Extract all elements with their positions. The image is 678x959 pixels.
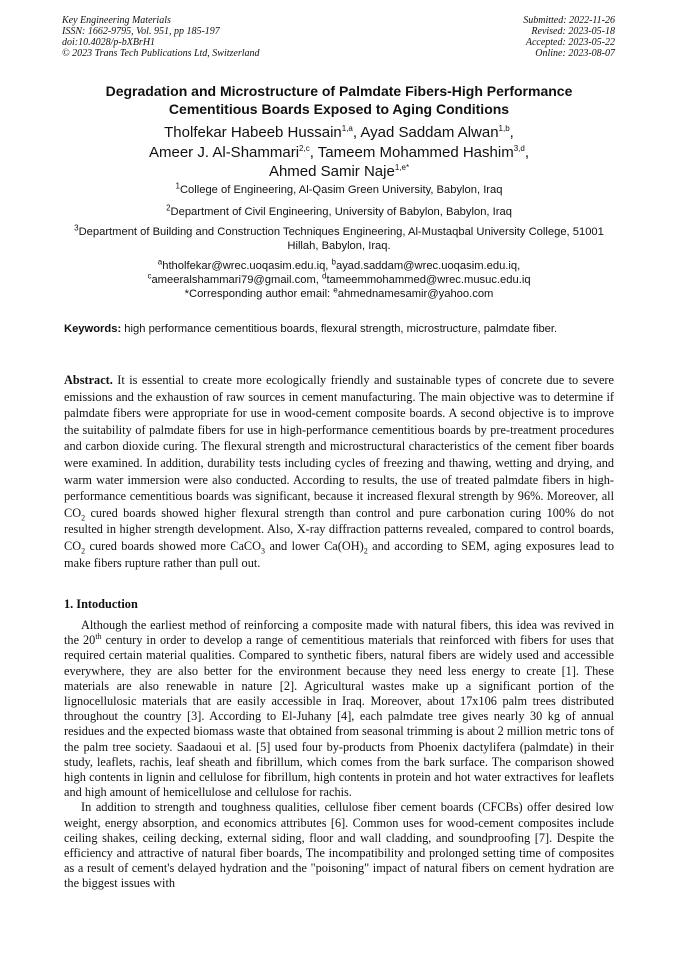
affiliation-1 xyxy=(70,183,608,197)
email-link[interactable]: ameeralshammari79@gmail.com, xyxy=(151,274,322,286)
email-sup: b xyxy=(331,257,336,267)
author-line-1 xyxy=(50,123,628,143)
title-line-1: Degradation and Microstructure of Palmdate Fibers-High Performance xyxy=(105,83,573,99)
paper-title xyxy=(50,82,628,118)
journal-issn: ISSN: 1662-9795, Vol. 951, pp 185-197 xyxy=(62,26,220,37)
email-sup: a xyxy=(157,257,163,267)
section-body xyxy=(64,618,614,892)
title-line-2: Cementitious Boards Exposed to Aging Conditions xyxy=(168,101,510,117)
email-line-3 xyxy=(60,287,618,301)
subscript: 2 xyxy=(81,513,86,523)
author-name: Tameem Mohammed Hashim xyxy=(317,143,514,161)
abstract-text: It is essential to create more ecologically friendly and sustainable types of concrete due to severe emissions and the exhaustion of raw sources in cement manufacturing. The main objective was to determine if palmdate fibers were appropriate for use in wood-cement composite boards. A second objective is to improve the suitability of palmdate fibers for use in high-performance cementitious boards by pre-treatment procedures and carbon dioxide curing. The flexural strength and microstructural characteristics of the cement fiber boards were examined. In addition, durability tests including cycles of freezing and thawing, wetting and drying, and warm water immersion were also conducted. According to results, the use of treated palmdate fibers in high-performance cementitious boards was significant, because it increased flexural strength by 96%. Moreover, all CO xyxy=(64,373,614,520)
author-name: Ayad Saddam Alwan xyxy=(360,124,499,141)
online-date: Online: 2023-08-07 xyxy=(535,48,615,59)
subscript: 2 xyxy=(363,546,368,556)
keywords-text: high performance cementitious boards, flexural strength, microstructure, palmdate fiber. xyxy=(121,323,558,335)
author-name: Ahmed Samir Naje xyxy=(268,163,395,180)
abstract-text: and according to SEM, aging exposures lead to make fibers rupture rather than pull out. xyxy=(64,538,614,570)
abstract-text: cured boards showed higher flexural strength than control and pure carbonation curing 100% do not resulted in higher strength development. Also, X-ray diffraction patterns revealed, compared to control boards, CO xyxy=(64,505,614,553)
accepted-date: Accepted: 2023-05-22 xyxy=(525,37,615,48)
author-separator: , xyxy=(352,124,361,141)
email-sup: e xyxy=(333,285,338,295)
email-link[interactable]: ayad.saddam@wrec.uoqasim.edu.iq, xyxy=(335,260,521,272)
author-affil-sup: 3,d xyxy=(513,143,525,153)
abstract-block xyxy=(64,372,614,571)
superscript: th xyxy=(95,632,102,642)
email-link[interactable]: ahmednamesamir@yahoo.com xyxy=(337,288,494,300)
abstract-label: Abstract. xyxy=(64,373,113,387)
paragraph-text: In addition to strength and toughness qualities, cellulose fiber cement boards (CFCBs) offer desired low weight, energy absorption, and economics attributes [6]. Common uses for wood-cement composites include ceiling shakes, ceiling decking, external siding, floor and wall cladding, and soundproofing [7]. Despite the efficiency and attractive of natural fiber boards, The incompatibility and prolonged setting time of composites as a result of cement's delayed hydration and the "poisoning" impact of natural fibers on cement hydration are the biggest issues with xyxy=(64,800,614,891)
email-line-2 xyxy=(60,273,618,287)
affiliation-3 xyxy=(70,225,608,253)
paragraph xyxy=(64,800,614,891)
author-name: Tholfekar Habeeb Hussain xyxy=(164,124,342,141)
affiliation-text: Department of Civil Engineering, University of Babylon, Babylon, Iraq xyxy=(170,206,512,218)
paragraph-text: century in order to develop a range of cementitious materials that reinforced with fibers for uses that required certain material qualities. Compared to synthetic fibers, natural fibers are widely used and accessible everywhere, they are also better for the environment because they need less energy to create [1]. These materials are also renewable in nature [2]. Agricultural wastes make up a significant portion of the lignocellulosic materials that are easily accessible in Iraq. Moreover, about 17x106 palm trees distributed throughout the country [3]. According to El-Juhany [4], each palmdate tree gives nearly 30 kg of annual residues and the expected biomass waste that obtained from seasonal trimming is about 2 million metric tons of the palm tree society. Saadaoui et al. [5] used four by-products from Phoenix dactylifera (palmdate) in their study, leaflets, rachis, leaf sheath and fibrillum, which comes from the bark surface. The comparison showed high contents in lignin and cellulose for fibrillum, high contents in protein and hot water extractives for leaflets and high amount of hemicellulose and cellulose for rachis. xyxy=(64,633,614,800)
subscript: 3 xyxy=(261,546,265,556)
author-name: Ameer J. Al-Shammari xyxy=(149,143,300,161)
author-separator: , xyxy=(524,143,529,161)
journal-header-left xyxy=(62,15,260,59)
author-emails xyxy=(60,259,618,301)
paragraph xyxy=(64,618,614,800)
email-sup: d xyxy=(321,271,327,281)
author-affil-sup: 1,a xyxy=(341,124,353,133)
paragraph-text: Although the earliest method of reinforcing a composite made with natural fibers, this idea was revived in the 20 xyxy=(64,618,614,648)
keywords-block xyxy=(64,322,614,336)
revised-date: Revised: 2023-05-18 xyxy=(531,26,615,37)
submitted-date: Submitted: 2022-11-26 xyxy=(523,15,615,26)
email-sup: c xyxy=(147,271,152,281)
author-separator: , xyxy=(509,124,514,141)
affiliation-sup: 2 xyxy=(166,203,171,213)
author-list xyxy=(50,123,628,182)
section-heading: 1. Intoduction xyxy=(64,597,138,611)
email-link[interactable]: htholfekar@wrec.uoqasim.edu.iq, xyxy=(162,260,332,272)
journal-name: Key Engineering Materials xyxy=(62,15,171,26)
journal-doi: doi:10.4028/p-bXBrH1 xyxy=(62,37,156,48)
keywords-label: Keywords: xyxy=(64,323,122,335)
author-line-3 xyxy=(50,162,628,182)
author-separator: , xyxy=(309,143,318,161)
journal-header-right xyxy=(523,15,615,59)
email-line-1 xyxy=(60,259,618,273)
affiliation-sup: 3 xyxy=(74,223,79,233)
affiliation-text: Department of Building and Construction Techniques Engineering, Al-Mustaqbal University College, 51001 Hillah, Babylon, Iraq. xyxy=(78,226,604,252)
journal-copyright: © 2023 Trans Tech Publications Ltd, Switzerland xyxy=(62,48,260,59)
affiliation-sup: 1 xyxy=(175,181,180,191)
author-line-2 xyxy=(50,143,628,163)
subscript: 2 xyxy=(81,546,86,556)
abstract-text: and lower Ca(OH) xyxy=(265,538,364,553)
corresponding-label: *Corresponding author email: xyxy=(184,288,334,300)
author-affil-sup: 1,b xyxy=(498,124,510,133)
affiliation-2 xyxy=(70,205,608,219)
affiliation-text: College of Engineering, Al-Qasim Green University, Babylon, Iraq xyxy=(179,184,503,196)
email-link[interactable]: tameemmohammed@wrec.musuc.edu.iq xyxy=(326,274,531,286)
author-affil-sup: 1,e* xyxy=(394,163,410,172)
abstract-text: cured boards showed more CaCO xyxy=(85,538,261,553)
author-affil-sup: 2,c xyxy=(299,143,310,153)
